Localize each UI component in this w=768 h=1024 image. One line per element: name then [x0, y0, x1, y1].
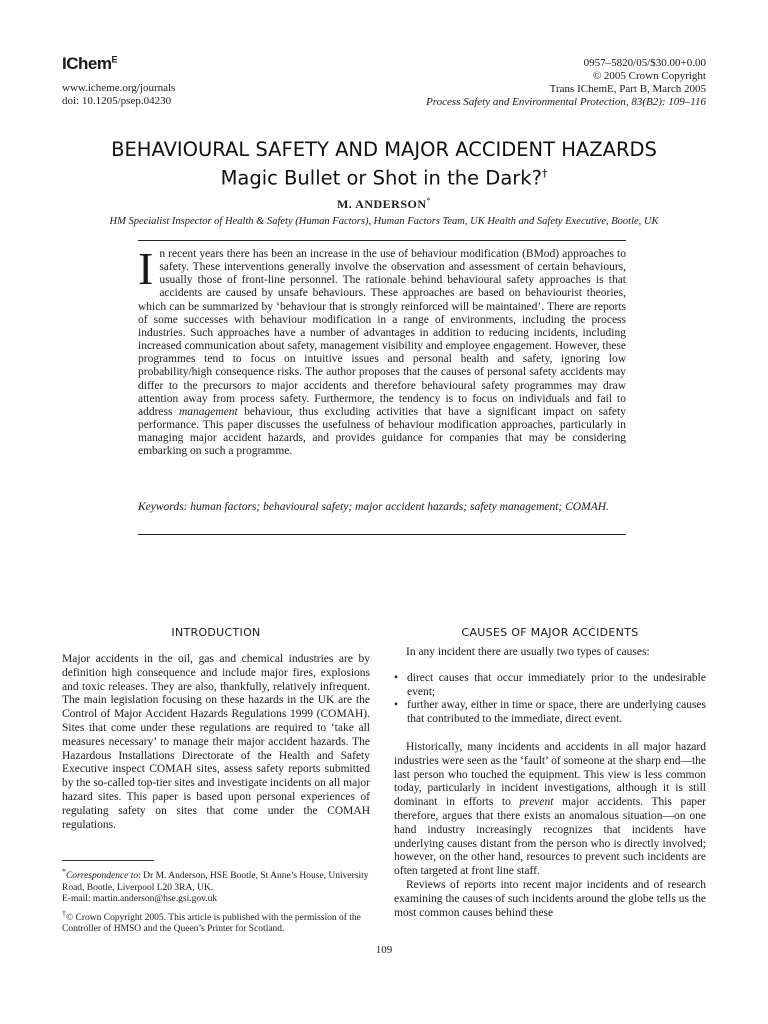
- logo-superscript: E: [111, 54, 117, 65]
- introduction-body: [62, 653, 370, 832]
- issn-code: 0957–5820/05/$30.00+0.00: [583, 57, 706, 69]
- dagger-mark: †: [541, 167, 548, 180]
- trans-line: Trans IChemE, Part B, March 2005: [549, 83, 706, 95]
- causes-bullet-list: [394, 672, 706, 727]
- bullet-icon: •: [394, 699, 399, 712]
- copyright-line: © 2005 Crown Copyright: [592, 70, 706, 82]
- causes-paragraph-1: Historically, many incidents and accidents in all major hazard industries were seen as the ‘fault’ of someone at the sharp end—the last person who touched the equipment. This view is less common today, particularly in incident investigations, although it is still dominant in efforts to prevent major accidents. This paper therefore, argues that there exists an anomalous situation—on one hand industry increasingly recognizes that incidents have underlying causes distant from the person who is directly involved; however, on the other hand, resources to prevent such incidents are often targeted at front line staff.: [394, 740, 706, 878]
- article-title: [0, 138, 768, 191]
- introduction-heading: INTRODUCTION: [171, 626, 261, 639]
- author-affiliation: HM Specialist Inspector of Health & Safety (Human Factors), Human Factors Team, UK Health and Safety Executive, Bootle, UK: [109, 216, 659, 227]
- abstract-text-a: n recent years there has been an increase in the use of behaviour modification (BMod) approaches to safety. These interventions generally involve the observation and assessment of certain behaviours, usually those of front-line personnel. The rationale behind behavioural safety approaches is that accidents are caused by unsafe behaviours. These approaches are based on behaviourist theories, which can be summarized by ‘behaviour that is strongly reinforced will be maintained’. There are reports of some successes with behaviour modification in a range of environments, including the process industries. Such approaches have a number of advantages in addition to reducing incidents, including increased communication about safety, management visibility and employee engagement. However, these programmes tend to focus on intuitive issues and personal health and safety, ignoring low probability/high consequence risks. The author proposes that the causes of personal safety accidents may differ to the precursors to major accidents and therefore behavioural safety programmes may draw attention away from process safety. Furthermore, the tendency is to focus on individuals and fail to address: [138, 248, 626, 418]
- bullet-icon: •: [394, 671, 399, 684]
- author-name: M. ANDERSON*: [336, 196, 431, 211]
- causes-intro: In any incident there are usually two types of causes:: [406, 646, 650, 658]
- journal-line: Process Safety and Environmental Protection, 83(B2): 109–116: [426, 96, 706, 108]
- logo-text: IChem: [62, 54, 112, 73]
- abstract-text-b: behaviour, thus excluding activities that have a significant impact on safety performance. This paper discusses the usefulness of behaviour modification approaches, particularly in managing major accident hazards, and provides guidance for companies that may be considering embarking on such a programme.: [138, 405, 626, 458]
- causes-body: [394, 646, 706, 920]
- causes-paragraph-2: Reviews of reports into recent major incidents and of research examining the causes of such incidents around the globe tells us the most common causes behind these: [394, 878, 706, 919]
- author-mark: *: [426, 196, 431, 205]
- causes-heading: CAUSES OF MAJOR ACCIDENTS: [461, 626, 639, 639]
- abstract: [138, 243, 626, 459]
- journal-citation: [426, 57, 706, 109]
- crown-footnote: †© Crown Copyright 2005. This article is published with the permission of the Controller of HMSO and the Queen’s Printer for Scotland.: [62, 908, 361, 935]
- keywords: Keywords: human factors; behavioural safety; major accident hazards; safety management; COMAH.: [138, 501, 609, 513]
- correspondence-footnote: *Correspondence to: Dr M. Anderson, HSE Bootle, St Anne’s House, University Road, Bootle, Liverpool L20 3RA, UK.: [62, 867, 369, 893]
- icheme-logo: [62, 54, 117, 74]
- abstract-dropcap: I: [138, 243, 154, 294]
- email-footnote[interactable]: E-mail: martin.anderson@hse.gsi.gov.uk: [62, 894, 218, 905]
- list-item: • further away, either in time or space, there are underlying causes that contributed to the immediate, direct event.: [394, 699, 706, 726]
- list-item: • direct causes that occur immediately prior to the undesirable event;: [394, 671, 706, 698]
- journal-website[interactable]: www.icheme.org/journals: [62, 82, 176, 94]
- title-subtitle: Magic Bullet or Shot in the Dark?†: [220, 166, 548, 190]
- doi: doi: 10.1205/psep.04230: [62, 95, 172, 107]
- page-number: 109: [375, 944, 393, 956]
- journal-links: [62, 82, 175, 108]
- footnotes: [62, 866, 370, 936]
- abstract-bottom-rule: [138, 534, 626, 535]
- abstract-emphasis: management: [178, 405, 238, 418]
- abstract-top-rule: [138, 240, 626, 241]
- introduction-paragraph: Major accidents in the oil, gas and chemical industries are by definition high consequence and include major fires, explosions and toxic releases. They are also, thankfully, relatively infrequent. The main legislation focusing on these hazards in the UK are the Control of Major Accident Hazards Regulations 1999 (COMAH). Sites that come under these regulations are required to ‘take all measures necessary’ to manage their major accident hazards. The Hazardous Installations Directorate of the Health and Safety Executive inspect COMAH sites, assess safety reports submitted by the so-called top-tier sites and investigate incidents on all major hazard sites. This paper is based upon personal experiences of regulating safety on sites that come under the COMAH regulations.: [62, 653, 370, 831]
- footnote-rule: [62, 860, 154, 861]
- title-main: BEHAVIOURAL SAFETY AND MAJOR ACCIDENT HAZARDS: [111, 138, 657, 161]
